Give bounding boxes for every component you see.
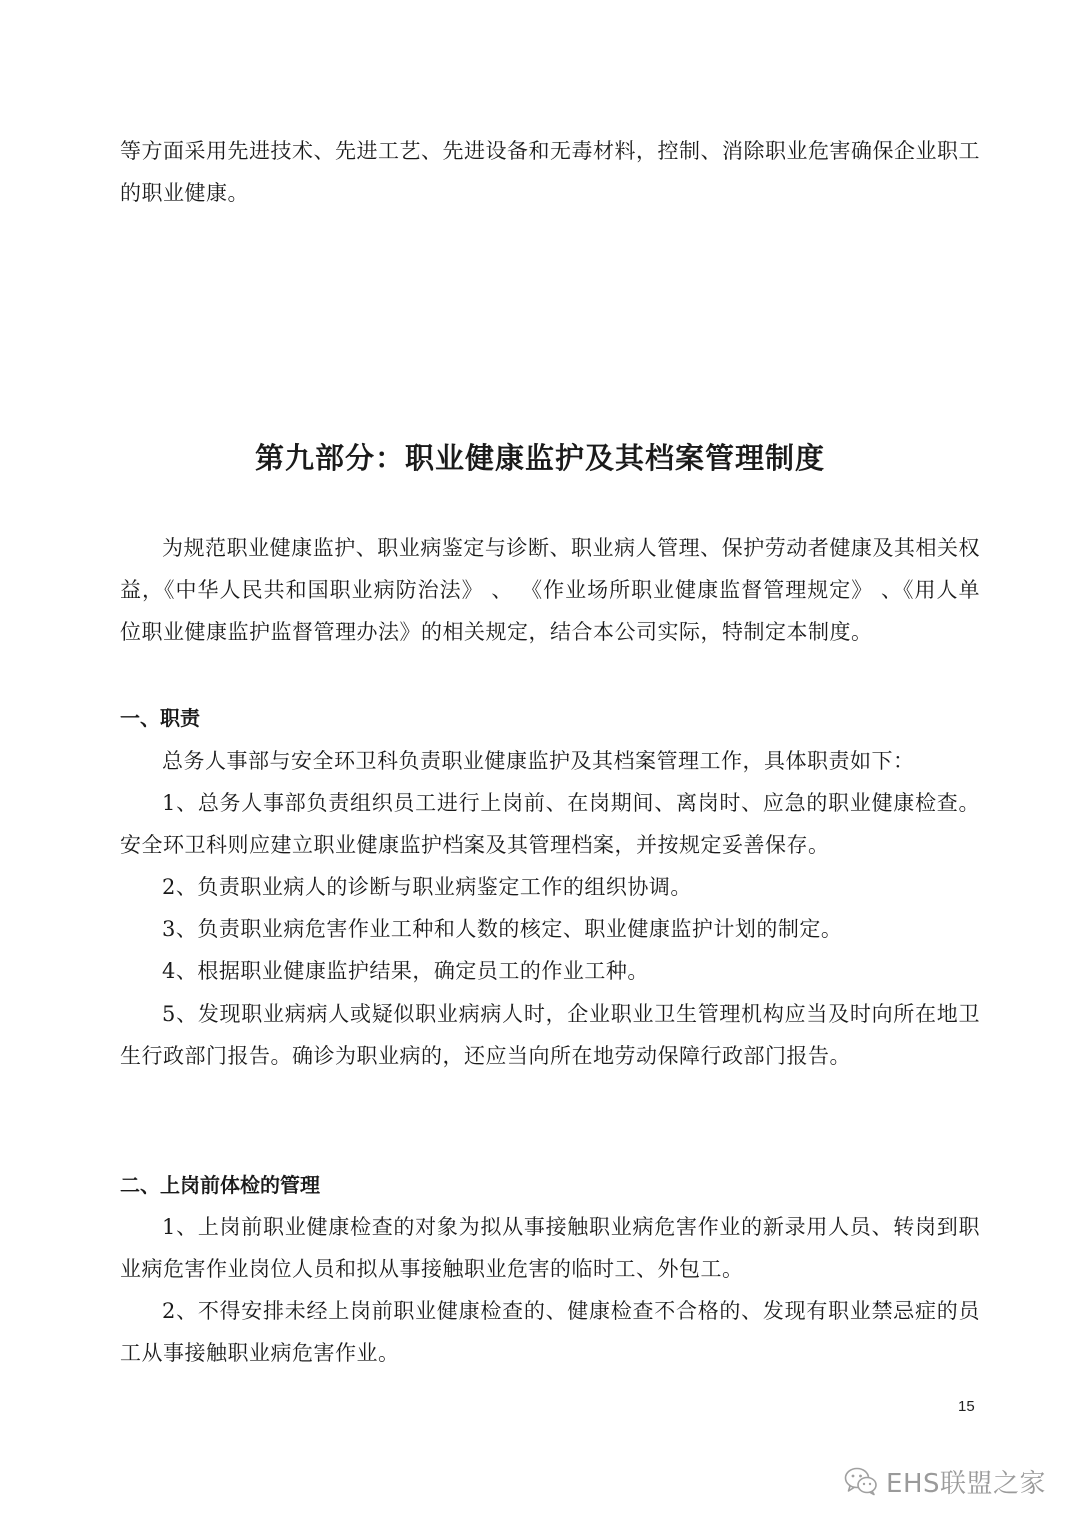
preamble-paragraph: 为规范职业健康监护、职业病鉴定与诊断、职业病人管理、保护劳动者健康及其相关权益，《中华人民共和国职业病防治法》 、 《作业场所职业健康监督管理规定》 、《用人单位职业健康监护监督管理办法》的相关规定，结合本公司实际，特制定本制度。 <box>120 536 980 644</box>
heading-pre-employment-exam: 二、上岗前体检的管理 <box>120 1173 320 1197</box>
pre-employment-item-1: 1、上岗前职业健康检查的对象为拟从事接触职业病危害作业的新录用人员、转岗到职业病危害作业岗位人员和拟从事接触职业危害的临时工、外包工。 <box>120 1215 980 1281</box>
section-title: 第九部分：职业健康监护及其档案管理制度 <box>254 441 825 475</box>
pre-employment-item-2: 2、不得安排未经上岗前职业健康检查的、健康检查不合格的、发现有职业禁忌症的员工从事接触职业病危害作业。 <box>120 1299 980 1365</box>
watermark <box>844 1463 1046 1499</box>
responsibility-item-4: 4、根据职业健康监护结果，确定员工的作业工种。 <box>162 959 649 983</box>
responsibility-item-2: 2、负责职业病人的诊断与职业病鉴定工作的组织协调。 <box>162 875 692 899</box>
page-number: 15 <box>958 1398 975 1415</box>
responsibility-item-3: 3、负责职业病危害作业工种和人数的核定、职业健康监护计划的制定。 <box>162 917 843 941</box>
responsibility-item-1: 1、总务人事部负责组织员工进行上岗前、在岗期间、离岗时、应急的职业健康检查。安全环卫科则应建立职业健康监护档案及其管理档案，并按规定妥善保存。 <box>120 791 980 857</box>
wechat-icon <box>844 1466 878 1496</box>
responsibilities-lead: 总务人事部与安全环卫科负责职业健康监护及其档案管理工作，具体职责如下： <box>162 749 915 773</box>
responsibility-item-5: 5、发现职业病病人或疑似职业病病人时，企业职业卫生管理机构应当及时向所在地卫生行政部门报告。确诊为职业病的，还应当向所在地劳动保障行政部门报告。 <box>120 1002 980 1068</box>
watermark-text: EHS联盟之家 <box>886 1468 1046 1499</box>
intro-paragraph: 等方面采用先进技术、先进工艺、先进设备和无毒材料，控制、消除职业危害确保企业职工的职业健康。 <box>120 139 980 205</box>
heading-responsibilities: 一、职责 <box>120 706 200 730</box>
